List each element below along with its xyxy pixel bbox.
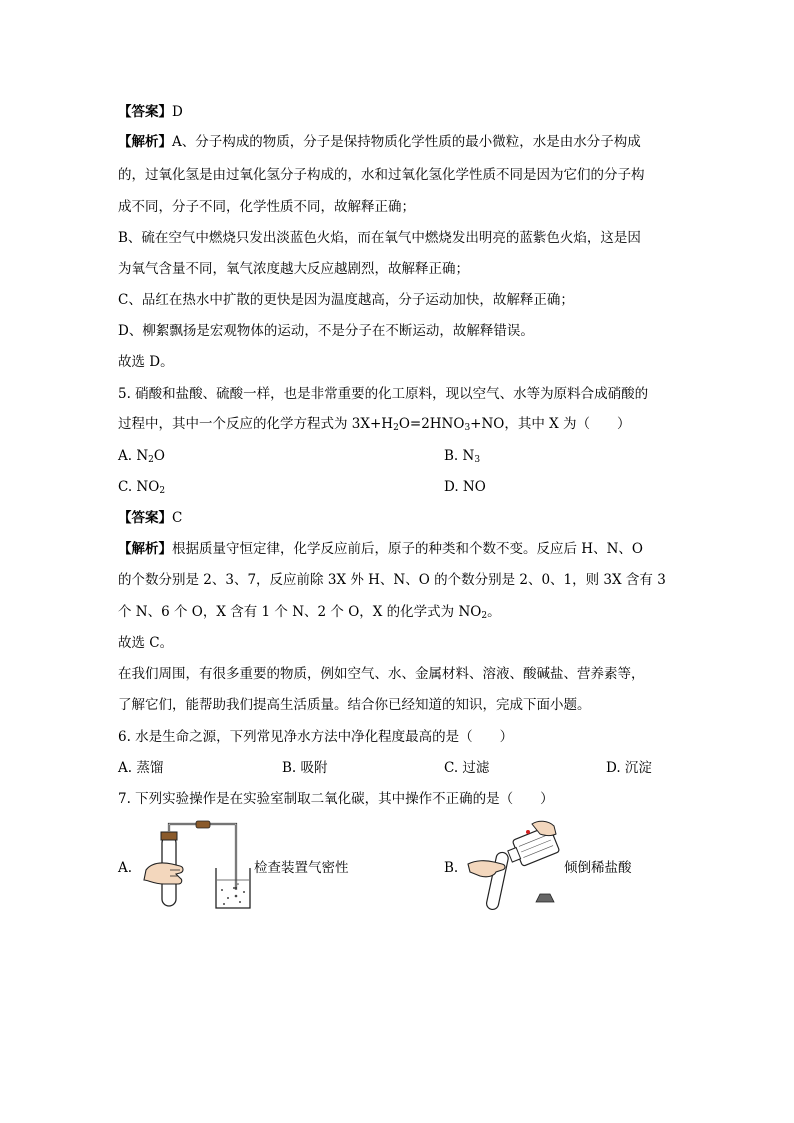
q7-option-a-caption: 检查装置气密性 bbox=[254, 860, 349, 876]
q4-analysis-line-1 bbox=[118, 132, 641, 152]
q7-option-a-label: A. bbox=[118, 860, 133, 876]
q5-option-a bbox=[118, 446, 165, 466]
intro-line-1: 在我们周围，有很多重要的物质，例如空气、水、金属材料、溶液、酸碱盐、营养素等， bbox=[118, 666, 645, 682]
q4-analysis-line-2: 的，过氧化氢是由过氧化氢分子构成的，水和过氧化氢化学性质不同是因为它们的分子构 bbox=[118, 167, 645, 183]
analysis-text: 。 bbox=[487, 604, 501, 620]
q6-option-a: A. 蒸馏 bbox=[118, 760, 164, 776]
option-text: O bbox=[153, 448, 165, 464]
q4-analysis-line-3: 成不同，分子不同，化学性质不同，故解释正确； bbox=[118, 199, 415, 215]
answer-value: C bbox=[172, 510, 183, 526]
option-subscript: 2 bbox=[159, 486, 166, 496]
intro-line-2: 了解它们，能帮助我们提高生活质量。结合你已经知道的知识，完成下面小题。 bbox=[118, 697, 591, 713]
q6-option-c: C. 过滤 bbox=[444, 760, 490, 776]
q5-stem-text-c: +NO，其中 X 为（ ） bbox=[470, 416, 631, 432]
q5-stem-subscript-1: 2 bbox=[393, 423, 399, 433]
q4-conclusion: 故选 D。 bbox=[118, 354, 174, 370]
q6-stem: 6. 水是生命之源，下列常见净水方法中净化程度最高的是（ ） bbox=[118, 729, 514, 745]
q6-option-b: B. 吸附 bbox=[282, 760, 328, 776]
analysis-text: A、分子构成的物质，分子是保持物质化学性质的最小微粒，水是由水分子构成 bbox=[172, 134, 641, 150]
option-subscript: 2 bbox=[148, 455, 154, 465]
q7-option-b-caption: 倾倒稀盐酸 bbox=[564, 860, 632, 876]
q5-option-d: D. NO bbox=[444, 479, 486, 495]
q7-option-b-label: B. bbox=[444, 860, 459, 876]
q5-conclusion: 故选 C。 bbox=[118, 635, 174, 651]
q7-stem: 7. 下列实验操作是在实验室制取二氧化碳，其中操作不正确的是（ ） bbox=[118, 791, 554, 807]
option-text: B. N bbox=[444, 448, 475, 464]
q5-option-b bbox=[444, 446, 480, 466]
q4-analysis-line-4: B、硫在空气中燃烧只发出淡蓝色火焰，而在氧气中燃烧发出明亮的蓝紫色火焰，这是因 bbox=[118, 230, 641, 246]
q5-stem-line-1: 5. 硝酸和盐酸、硫酸一样，也是非常重要的化工原料，现以空气、水等为原料合成硝酸的 bbox=[118, 386, 649, 402]
q5-option-c bbox=[118, 477, 165, 497]
q4-analysis-line-6: C、品红在热水中扩散的更快是因为温度越高，分子运动加快，故解释正确； bbox=[118, 292, 574, 308]
q5-analysis-line-1 bbox=[118, 539, 643, 559]
analysis-text: 根据质量守恒定律，化学反应前后，原子的种类和个数不变。反应后 H、N、O bbox=[172, 541, 643, 557]
analysis-text: 个 N、6 个 O，X 含有 1 个 N、2 个 O，X 的化学式为 NO bbox=[118, 604, 482, 620]
q5-analysis-line-2: 的个数分别是 2、3、7，反应前除 3X 外 H、N、O 的个数分别是 2、0、1，则 3X 含有 3 bbox=[118, 572, 666, 588]
q5-stem-text-a: 过程中，其中一个反应的化学方程式为 3X+H bbox=[118, 416, 394, 432]
q6-option-d: D. 沉淀 bbox=[606, 760, 652, 776]
q5-stem-text-b: O=2HNO bbox=[398, 416, 465, 432]
answer-tag: 【答案】 bbox=[118, 104, 172, 120]
q4-analysis-line-5: 为氧气含量不同，氧气浓度越大反应越剧烈，故解释正确； bbox=[118, 261, 469, 277]
analysis-tag: 【解析】 bbox=[118, 541, 172, 557]
q5-stem-line-2 bbox=[118, 414, 631, 434]
answer-value: D bbox=[172, 104, 183, 120]
pour-acid-illustration bbox=[466, 818, 562, 914]
option-text: C. NO bbox=[118, 479, 160, 495]
airtightness-check-illustration bbox=[140, 818, 252, 914]
option-subscript: 3 bbox=[474, 455, 481, 465]
q5-answer-line bbox=[118, 508, 182, 528]
q5-stem-subscript-2: 3 bbox=[464, 423, 471, 433]
q4-answer-line bbox=[118, 102, 183, 122]
option-text: A. N bbox=[118, 448, 149, 464]
analysis-subscript: 2 bbox=[481, 611, 488, 621]
q4-analysis-line-7: D、柳絮飘扬是宏观物体的运动，不是分子在不断运动，故解释错误。 bbox=[118, 323, 534, 339]
q5-analysis-line-3 bbox=[118, 602, 501, 622]
answer-tag: 【答案】 bbox=[118, 510, 172, 526]
analysis-tag: 【解析】 bbox=[118, 134, 172, 150]
